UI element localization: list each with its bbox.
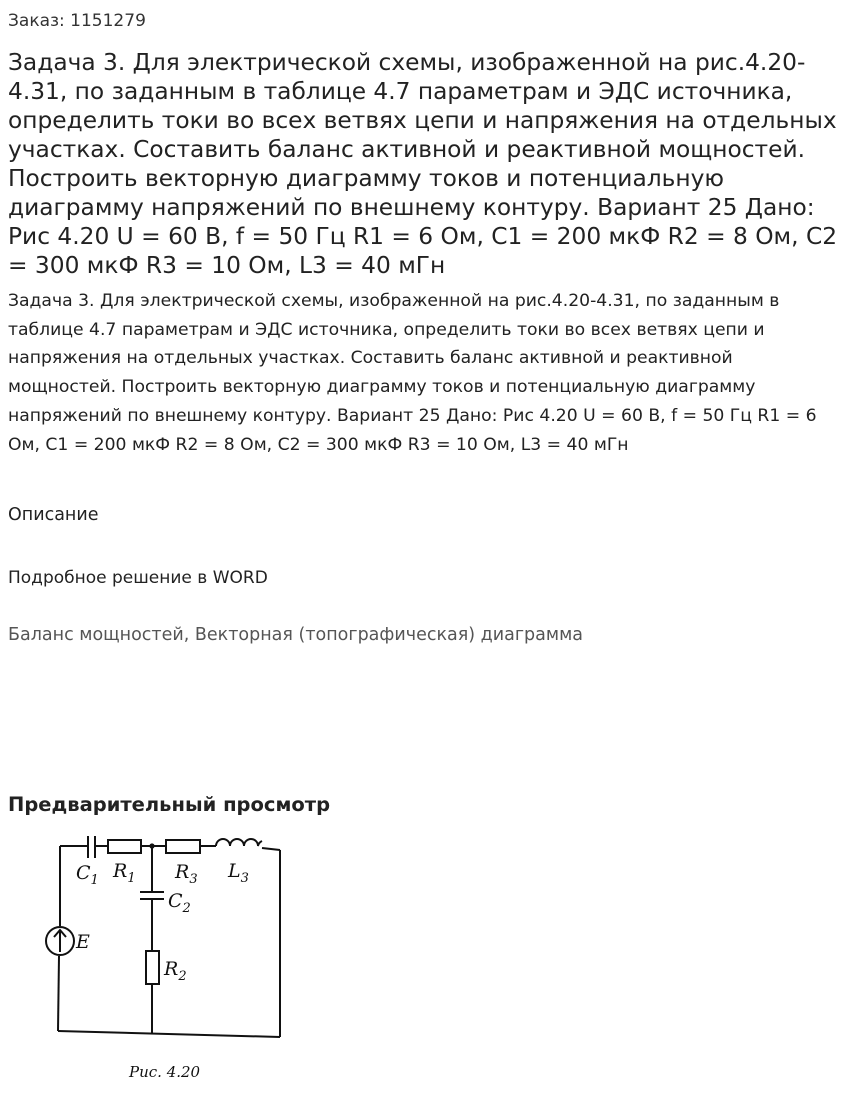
wire-l3-right — [262, 848, 280, 850]
task-title: Задача 3. Для электрической схемы, изображенной на рис.4.20-4.31, по заданным в таблице 4.7 параметрам и ЭДС источника, определить токи во всех ветвях цепи и напряжения на отдельных участках. Составить баланс активной и реактивной мощностей. Построить векторную диаграмму токов и потенциальную диаграмму напряжений по внешнему контуру. Вариант 25 Дано: Рис 4.20 U = 60 В, f = 50 Гц R1 = 6 Ом, C1 = 200 мкФ R2 = 8 Ом, C2 = 300 мкФ R3 = 10 Ом, L3 = 40 мГн — [8, 49, 838, 279]
tags: Баланс мощностей, Векторная (топографическая) диаграмма — [8, 625, 584, 645]
label-c1: $C_1$ — [76, 862, 99, 888]
wire-left-bottom — [58, 956, 59, 1031]
label-c2: $C_2$ — [168, 890, 191, 916]
description-text: Подробное решение в WORD — [8, 568, 268, 588]
wire-bottom — [58, 1031, 280, 1037]
order-number: Заказ: 1151279 — [8, 11, 146, 31]
inductor-l3 — [216, 839, 262, 846]
figure-caption: Рис. 4.20 — [129, 1063, 201, 1081]
task-description: Задача 3. Для электрической схемы, изображенной на рис.4.20-4.31, по заданным в таблице 4.7 параметрам и ЭДС источника, определить токи во всех ветвях цепи и напряжения на отдельных участках. Составить баланс активной и реактивной мощностей. Построить векторную диаграмму токов и потенциальную диаграмму напряжений по внешнему контуру. Вариант 25 Дано: Рис 4.20 U = 60 В, f = 50 Гц R1 = 6 Ом, C1 = 200 мкФ R2 = 8 Ом, C2 = 300 мкФ R3 = 10 Ом, L3 = 40 мГн — [8, 291, 817, 455]
circuit-diagram — [30, 826, 300, 1088]
resistor-r1 — [108, 840, 141, 853]
resistor-r3 — [166, 840, 200, 853]
label-r2: $R_2$ — [164, 958, 187, 984]
label-e: E — [76, 931, 90, 953]
label-l3: $L_3$ — [228, 860, 249, 886]
resistor-r2 — [146, 951, 159, 984]
preview-heading: Предварительный просмотр — [8, 793, 331, 816]
junction-dot — [149, 843, 154, 848]
label-r1: $R_1$ — [113, 860, 136, 886]
description-heading: Описание — [8, 505, 99, 525]
label-r3: $R_3$ — [175, 861, 198, 887]
